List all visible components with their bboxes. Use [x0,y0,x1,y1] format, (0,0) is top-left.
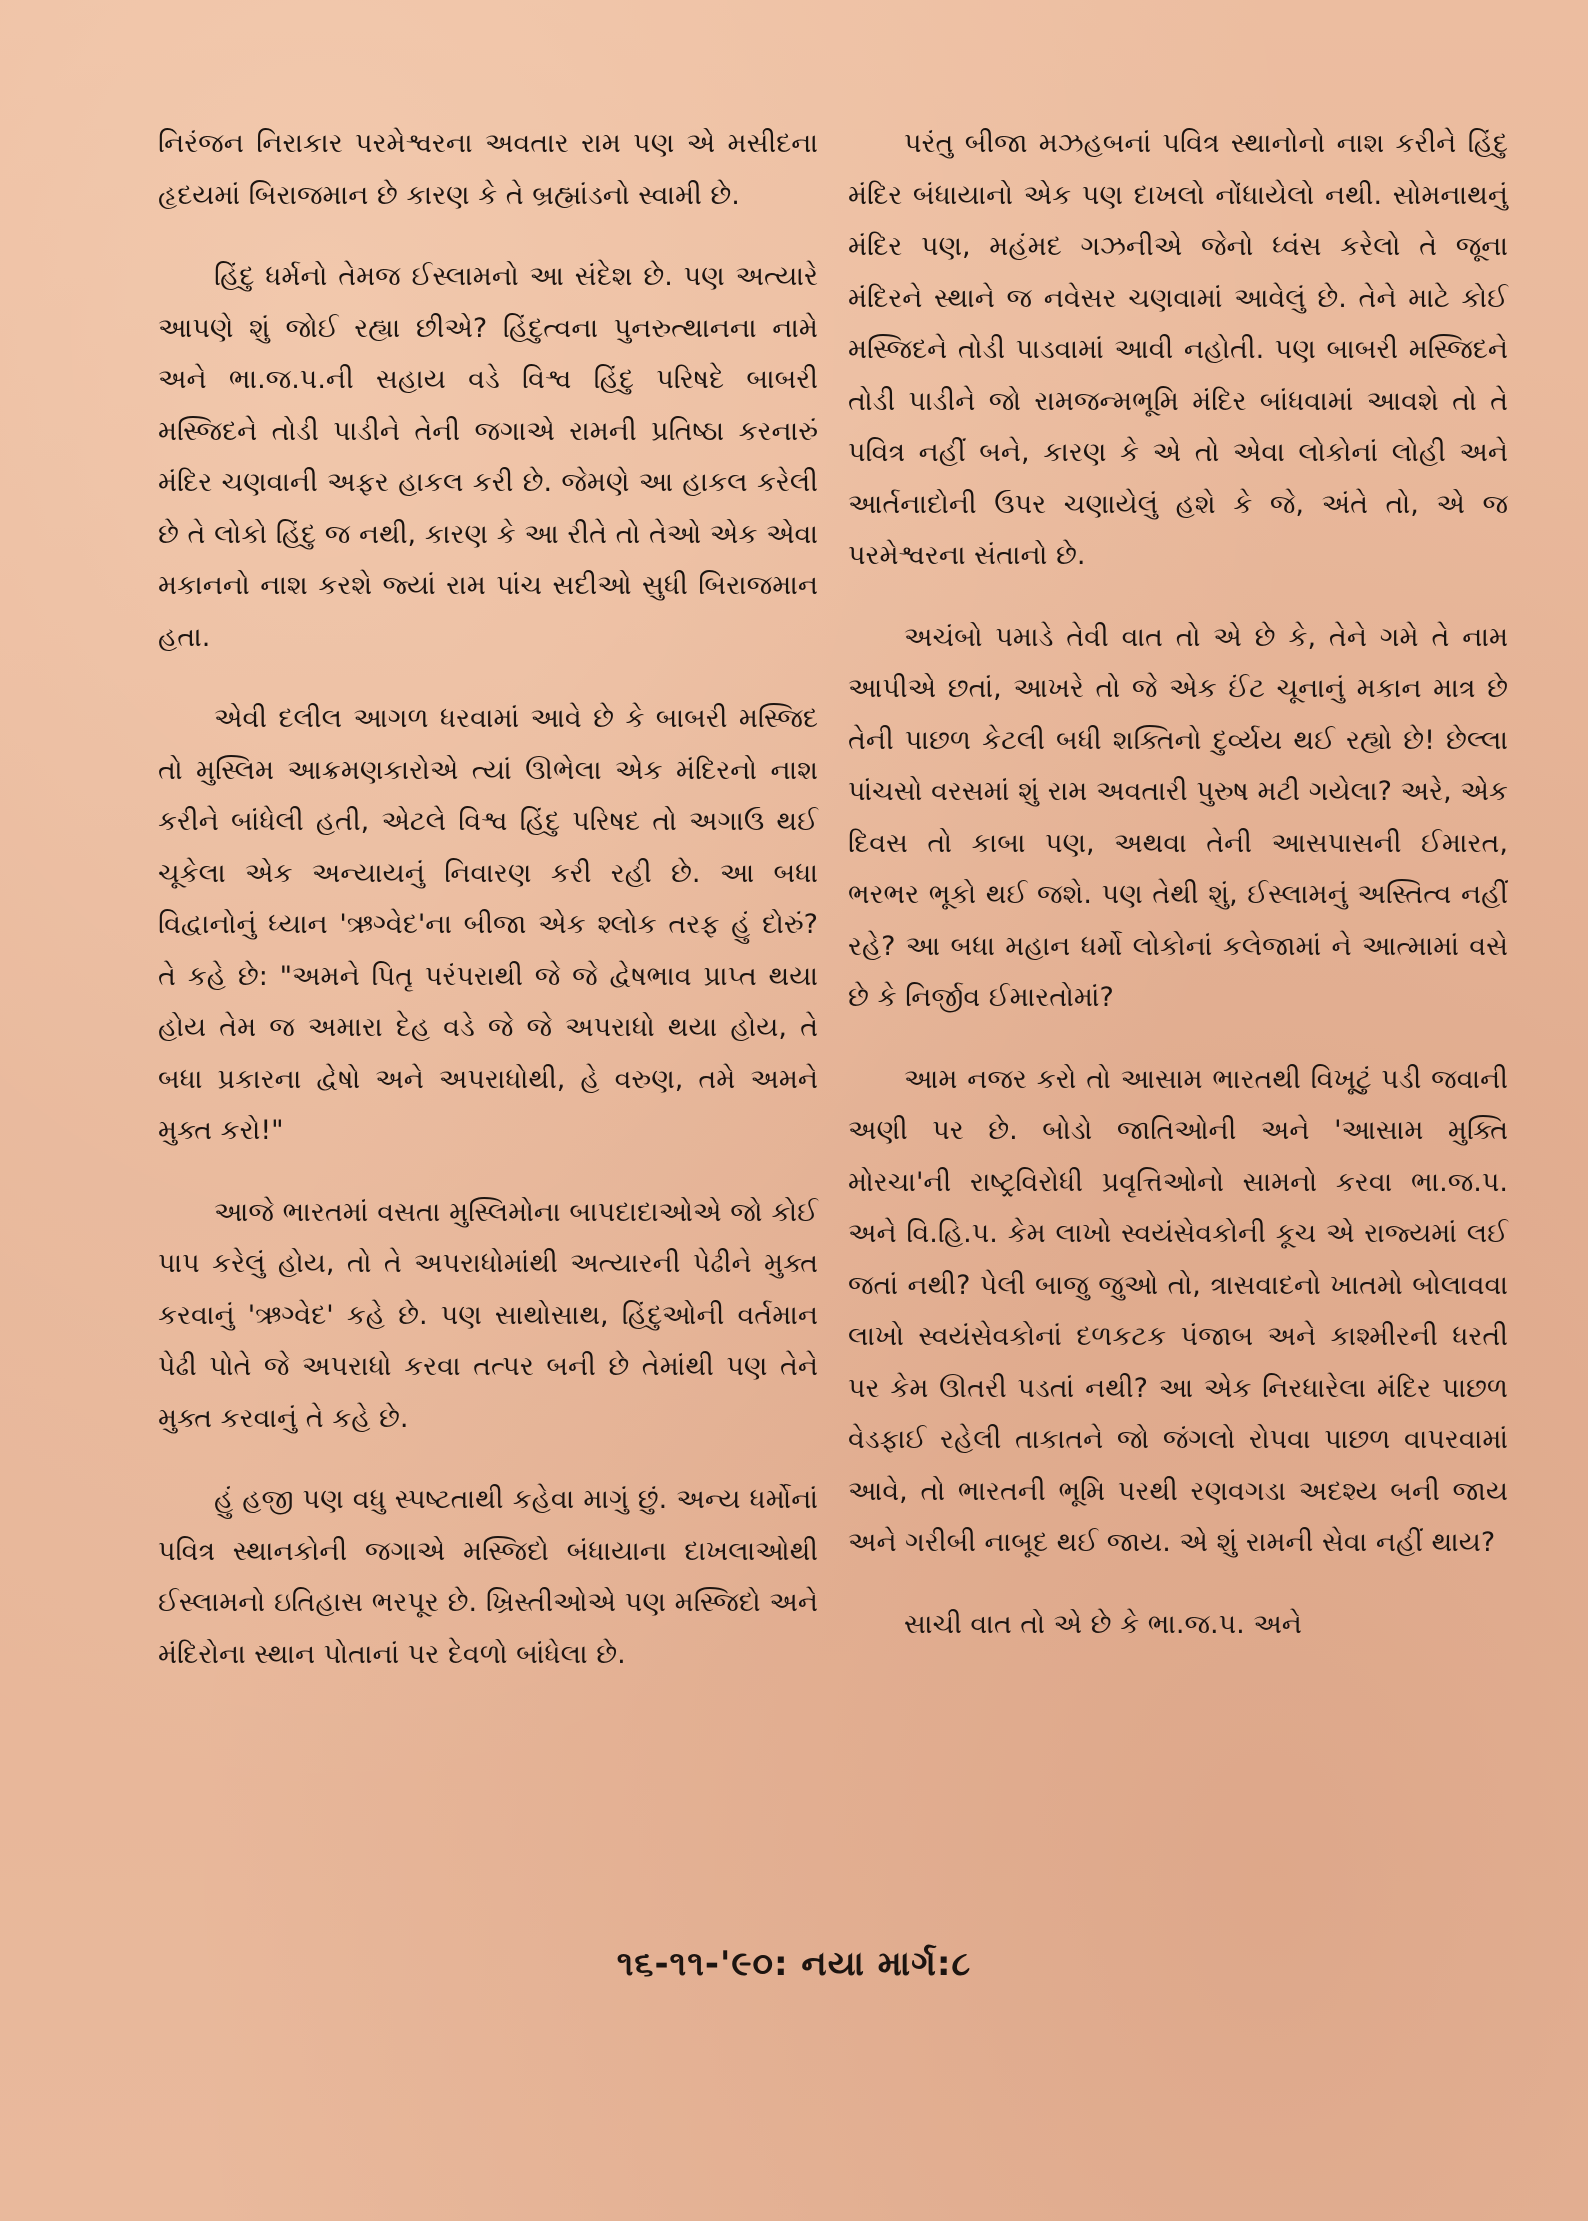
paragraph: સાચી વાત તો એ છે કે ભા.જ.પ. અને [904,1608,1302,1640]
right-column [848,118,1508,1680]
page-footer: ૧૬-૧૧-'૯૦: નયા માર્ગ:૮ [616,1944,972,1984]
column-divider [820,130,821,1890]
paragraph: નિરંજન નિરાકાર પરમેશ્વરના અવતાર રામ પણ એ મસીદના હૃદયમાં બિરાજમાન છે કારણ કે તે બ્રહ્માંડનો સ્વામી છે. [158,128,818,211]
paragraph: હિંદુ ધર્મનો તેમજ ઈસ્લામનો આ સંદેશ છે. પણ અત્યારે આપણે શું જોઈ રહ્યા છીએ? હિંદુત્વના પુનરુત્થાનના નામે અને ભા.જ.પ.ની સહાય વડે વિશ્વ હિંદુ પરિષદે બાબરી મસ્જિદને તોડી પાડીને તેની જગાએ રામની પ્રતિષ્ઠા કરનારું મંદિર ચણવાની અફર હાકલ કરી છે. જેમણે આ હાકલ કરેલી છે તે લોકો હિંદુ જ નથી, કારણ કે આ રીતે તો તેઓ એક એવા મકાનનો નાશ કરશે જ્યાં રામ પાંચ સદીઓ સુધી બિરાજમાન હતા. [158,261,818,653]
paragraph: હું હજી પણ વધુ સ્પષ્ટતાથી કહેવા માગું છું. અન્ય ધર્મોનાં પવિત્ર સ્થાનકોની જગાએ મસ્જિદો બંધાયાના દાખલાઓથી ઈસ્લામનો ઇતિહાસ ભરપૂર છે. ખ્રિસ્તીઓએ પણ મસ્જિદો અને મંદિરોના સ્થાન પોતાનાં પર દેવળો બાંધેલા છે. [158,1484,818,1670]
paragraph: પરંતુ બીજા મઝહબનાં પવિત્ર સ્થાનોનો નાશ કરીને હિંદુ મંદિર બંધાયાનો એક પણ દાખલો નોંધાયેલો નથી. સોમનાથનું મંદિર પણ, મહંમદ ગઝનીએ જેનો ધ્વંસ કરેલો તે જૂના મંદિરને સ્થાને જ નવેસર ચણવામાં આવેલું છે. તેને માટે કોઈ મસ્જિદને તોડી પાડવામાં આવી નહોતી. પણ બાબરી મસ્જિદને તોડી પાડીને જો રામજન્મભૂમિ મંદિર બાંધવામાં આવશે તો તે પવિત્ર નહીં બને, કારણ કે એ તો એવા લોકોનાં લોહી અને આર્તનાદોની ઉપર ચણાયેલું હશે કે જે, અંતે તો, એ જ પરમેશ્વરના સંતાનો છે. [848,128,1508,571]
paragraph: એવી દલીલ આગળ ધરવામાં આવે છે કે બાબરી મસ્જિદ તો મુસ્લિમ આક્રમણકારોએ ત્યાં ઊભેલા એક મંદિરનો નાશ કરીને બાંધેલી હતી, એટલે વિશ્વ હિંદુ પરિષદ તો અગાઉ થઈ ચૂકેલા એક અન્યાયનું નિવારણ કરી રહી છે. આ બધા વિદ્વાનોનું ધ્યાન 'ઋગ્વેદ'ના બીજા એક શ્લોક તરફ હું દોરું? તે કહે છે: "અમને પિતૃ પરંપરાથી જે જે દ્વેષભાવ પ્રાપ્ત થયા હોય તેમ જ અમારા દેહ વડે જે જે અપરાધો થયા હોય, તે બધા પ્રકારના દ્વેષો અને અપરાધોથી, હે વરુણ, તમે અમને મુક્ત કરો!" [158,703,818,1146]
paragraph: અચંબો પમાડે તેવી વાત તો એ છે કે, તેને ગમે તે નામ આપીએ છતાં, આખરે તો જે એક ઈંટ ચૂનાનું મકાન માત્ર છે તેની પાછળ કેટલી બધી શક્તિનો દુર્વ્યય થઈ રહ્યો છે! છેલ્લા પાંચસો વરસમાં શું રામ અવતારી પુરુષ મટી ગયેલા? અરે, એક દિવસ તો કાબા પણ, અથવા તેની આસપાસની ઈમારત, ભરભર ભૂકો થઈ જશે. પણ તેથી શું, ઈસ્લામનું અસ્તિત્વ નહીં રહે? આ બધા મહાન ધર્મો લોકોનાં કલેજામાં ને આત્મામાં વસે છે કે નિર્જીવ ઈમારતોમાં? [848,621,1509,1013]
left-column [158,118,818,1710]
paragraph: આમ નજર કરો તો આસામ ભારતથી વિખૂટું પડી જવાની અણી પર છે. બોડો જાતિઓની અને 'આસામ મુક્તિ મોરચા'ની રાષ્ટ્રવિરોધી પ્રવૃત્તિઓનો સામનો કરવા ભા.જ.પ. અને વિ.હિ.પ. કેમ લાખો સ્વયંસેવકોની કૂચ એ રાજ્યમાં લઈ જતાં નથી? પેલી બાજુ જુઓ તો, ત્રાસવાદનો ખાતમો બોલાવવા લાખો સ્વયંસેવકોનાં દળકટક પંજાબ અને કાશ્મીરની ધરતી પર કેમ ઊતરી પડતાં નથી? આ એક નિરધારેલા મંદિર પાછળ વેડફાઈ રહેલી તાકાતને જો જંગલો રોપવા પાછળ વાપરવામાં આવે, તો ભારતની ભૂમિ પરથી રણવગડા અદશ્ય બની જાય અને ગરીબી નાબૂદ થઈ જાય. એ શું રામની સેવા નહીં થાય? [848,1063,1508,1558]
paragraph: આજે ભારતમાં વસતા મુસ્લિમોના બાપદાદાઓએ જો કોઈ પાપ કરેલું હોય, તો તે અપરાધોમાંથી અત્યારની પેઢીને મુક્ત કરવાનું 'ઋગ્વેદ' કહે છે. પણ સાથોસાથ, હિંદુઓની વર્તમાન પેઢી પોતે જે અપરાધો કરવા તત્પર બની છે તેમાંથી પણ તેને મુક્ત કરવાનું તે કહે છે. [158,1196,818,1434]
